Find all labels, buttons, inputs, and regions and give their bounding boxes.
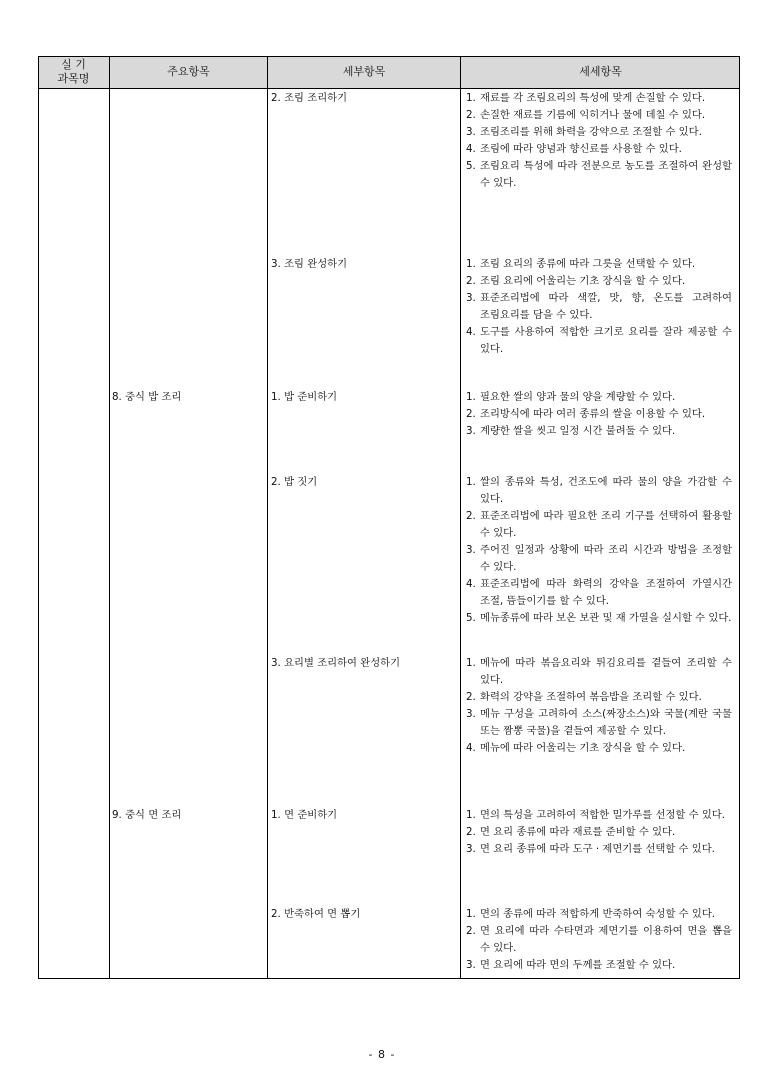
detail-item-number: 1. — [466, 657, 476, 669]
detail-item-number: 1. — [466, 92, 476, 104]
header-sub-item: 세부항목 — [268, 56, 460, 88]
detail-item-number: 2. — [466, 510, 476, 522]
detail-item-number: 2. — [466, 826, 476, 838]
detail-item — [466, 290, 732, 324]
detail-item-number: 1. — [466, 809, 476, 821]
detail-item-text: 필요한 쌀의 양과 물의 양을 계량할 수 있다. — [480, 391, 676, 403]
detail-item — [466, 389, 732, 406]
detail-item — [466, 406, 732, 423]
header-main-item: 주요항목 — [110, 56, 267, 88]
detail-item — [466, 324, 732, 358]
main-item: 9. 중식 면 조리 — [112, 809, 182, 821]
detail-item-number: 2. — [466, 925, 476, 937]
detail-item — [466, 923, 732, 957]
main-item: 8. 중식 밥 조리 — [112, 391, 182, 403]
sub-item: 2. 조림 조리하기 — [271, 92, 348, 104]
detail-item — [466, 906, 732, 923]
sub-item: 3. 조림 완성하기 — [271, 258, 348, 270]
detail-item-number: 3. — [466, 425, 476, 437]
detail-item-text: 면 요리에 따라 면의 두께를 조절할 수 있다. — [480, 959, 676, 971]
detail-item-number: 3. — [466, 292, 476, 304]
syllabus-table — [38, 56, 740, 979]
detail-item-text: 조림에 따라 양념과 향신료를 사용할 수 있다. — [480, 143, 682, 155]
detail-item-text: 주어진 일정과 상황에 따라 조리 시간과 방법을 조정할 수 있다. — [480, 544, 732, 573]
sub-item: 1. 면 준비하기 — [271, 809, 338, 821]
sub-item: 2. 밥 짓기 — [271, 476, 318, 488]
detail-item-text: 조림 요리의 종류에 따라 그릇을 선택할 수 있다. — [480, 258, 696, 270]
detail-item — [466, 141, 732, 158]
page-number: - 8 - — [368, 1048, 396, 1061]
detail-item — [466, 957, 732, 974]
detail-item-number: 3. — [466, 544, 476, 556]
detail-item — [466, 824, 732, 841]
detail-item-text: 손질한 재료를 기름에 익히거나 물에 데칠 수 있다. — [480, 109, 706, 121]
detail-item — [466, 423, 732, 440]
detail-item — [466, 158, 732, 192]
detail-item — [466, 474, 732, 508]
detail-item-text: 메뉴에 따라 어울리는 기초 장식을 할 수 있다. — [480, 742, 686, 754]
detail-item — [466, 256, 732, 273]
detail-item-number: 1. — [466, 258, 476, 270]
detail-item — [466, 740, 732, 757]
detail-item-number: 1. — [466, 908, 476, 920]
detail-item — [466, 689, 732, 706]
detail-item — [466, 107, 732, 124]
detail-item-number: 2. — [466, 109, 476, 121]
detail-list — [466, 906, 732, 974]
detail-item-text: 조림요리 특성에 따라 전분으로 농도를 조절하여 완성할 수 있다. — [480, 160, 732, 189]
detail-item-text: 계량한 쌀을 씻고 일정 시간 불려둘 수 있다. — [480, 425, 676, 437]
detail-item — [466, 807, 732, 824]
detail-item-text: 조림 요리에 어울리는 기초 장식을 할 수 있다. — [480, 275, 686, 287]
header-detail-item: 세세항목 — [461, 56, 740, 88]
header-subject-line2: 과목명 — [57, 72, 90, 85]
detail-item-number: 3. — [466, 843, 476, 855]
detail-list — [466, 256, 732, 358]
header-subject-line1: 실 기 — [61, 58, 86, 71]
detail-item-number: 5. — [466, 160, 476, 172]
detail-item — [466, 124, 732, 141]
detail-list — [466, 655, 732, 757]
detail-item-text: 표준조리법에 따라 화력의 강약을 조절하여 가열시간 조절, 뜸들이기를 할 수 있다. — [480, 578, 732, 607]
detail-item-text: 메뉴 구성을 고려하여 소스(짜장소스)와 국물(계란 국물 또는 짬뽕 국물)을 곁들여 제공할 수 있다. — [480, 708, 732, 737]
detail-list — [466, 807, 732, 858]
detail-item-text: 메뉴에 따라 볶음요리와 튀김요리를 곁들여 조리할 수 있다. — [480, 657, 732, 686]
detail-item-text: 도구를 사용하여 적합한 크기로 요리를 잘라 제공할 수 있다. — [480, 326, 732, 355]
detail-item — [466, 706, 732, 740]
detail-item-number: 4. — [466, 742, 476, 754]
sub-item: 1. 밥 준비하기 — [271, 391, 338, 403]
detail-item-number: 4. — [466, 143, 476, 155]
sub-item: 2. 반죽하여 면 뽑기 — [271, 908, 361, 920]
detail-item-number: 1. — [466, 476, 476, 488]
detail-item-number: 3. — [466, 708, 476, 720]
detail-item — [466, 841, 732, 858]
detail-item — [466, 655, 732, 689]
detail-item — [466, 90, 732, 107]
detail-item-number: 3. — [466, 126, 476, 138]
detail-item — [466, 610, 732, 627]
detail-list — [466, 90, 732, 192]
detail-item — [466, 508, 732, 542]
detail-item-text: 면의 특성을 고려하여 적합한 밀가루를 선정할 수 있다. — [480, 809, 726, 821]
detail-item-text: 재료를 각 조림요리의 특성에 맞게 손질할 수 있다. — [480, 92, 706, 104]
detail-item-number: 2. — [466, 691, 476, 703]
detail-item — [466, 576, 732, 610]
detail-item-number: 3. — [466, 959, 476, 971]
detail-item-text: 조리방식에 따라 여러 종류의 쌀을 이용할 수 있다. — [480, 408, 706, 420]
detail-item-number: 4. — [466, 578, 476, 590]
detail-item-text: 표준조리법에 따라 필요한 조리 기구를 선택하여 활용할 수 있다. — [480, 510, 732, 539]
detail-list — [466, 389, 732, 440]
detail-item-number: 2. — [466, 408, 476, 420]
detail-item-text: 면 요리에 따라 수타면과 제면기를 이용하여 면을 뽑을 수 있다. — [480, 925, 732, 954]
detail-item-text: 메뉴종류에 따라 보온 보관 및 재 가열을 실시할 수 있다. — [480, 612, 732, 624]
detail-item-number: 2. — [466, 275, 476, 287]
detail-item-number: 5. — [466, 612, 476, 624]
detail-list — [466, 474, 732, 627]
detail-item-text: 면의 종류에 따라 적합하게 반죽하여 숙성할 수 있다. — [480, 908, 716, 920]
sub-item: 3. 요리별 조리하여 완성하기 — [271, 657, 401, 669]
detail-item-text: 조림조리를 위해 화력을 강약으로 조절할 수 있다. — [480, 126, 702, 138]
detail-item — [466, 542, 732, 576]
detail-item-text: 면 요리 종류에 따라 도구 · 제면기를 선택할 수 있다. — [480, 843, 715, 855]
detail-item-number: 4. — [466, 326, 476, 338]
detail-item-text: 쌀의 종류와 특성, 건조도에 따라 물의 양을 가감할 수 있다. — [480, 476, 732, 505]
detail-item-number: 1. — [466, 391, 476, 403]
detail-item — [466, 273, 732, 290]
detail-item-text: 표준조리법에 따라 색깔, 맛, 향, 온도를 고려하여 조림요리를 담을 수 있다. — [480, 292, 732, 321]
detail-item-text: 화력의 강약을 조절하여 볶음밥을 조리할 수 있다. — [480, 691, 702, 703]
detail-item-text: 면 요리 종류에 따라 재료를 준비할 수 있다. — [480, 826, 676, 838]
